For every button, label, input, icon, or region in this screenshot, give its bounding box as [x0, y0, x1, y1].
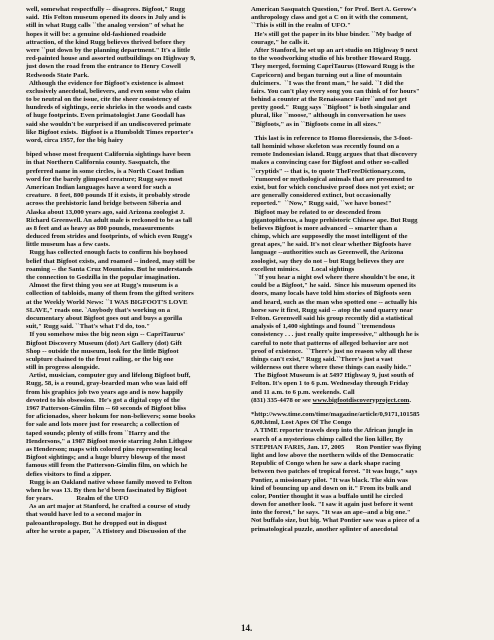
right-column-text-line: reported." ``Now," Rugg said, ``we have bones!" — [251, 200, 392, 208]
right-column-text-line: proof of existence. ``There's just no reason why all these — [251, 347, 413, 355]
right-column-text-line: Felton. It's open 1 to 6 p.m. Wednesday through Friday — [251, 380, 409, 388]
left-column-text-line: well, somewhat respectfully -- disagrees. Bigfoot," Rugg — [26, 6, 185, 13]
right-column-text-line: ``This is still in the realm of UFO." — [251, 22, 351, 30]
left-column-text-line: hopes it will be: a genuine old-fashioned roadside — [26, 30, 167, 38]
left-column-text-line: belief that Bigfoot exists, and roamed -- indeed, may still be — [26, 257, 195, 265]
left-column-text-line: attraction, of the kind Rugg believes thrived before they — [26, 38, 186, 46]
right-column-text-line: pretty good." Rugg says ``Bigfoot" is both singular and — [251, 104, 411, 112]
left-column-text-line: Almost the first thing you see at Rugg's museum is a — [26, 282, 178, 290]
left-column-text-line: taped sounds; plenty of stills from ``Harry and the — [26, 429, 170, 437]
right-column-text-line: color, Pontier thought it was a buffalo until he circled — [251, 492, 403, 500]
right-column-text-line: down for another look. "I saw it again just before it went — [251, 501, 413, 509]
right-column-text-line: language --authorities such as Greenwell, the Arizona — [251, 249, 404, 257]
left-column-text-line: said. His Felton museum opened its doors in July and is — [26, 14, 186, 22]
left-column-text-line: said she wouldn't be surprised if an undiscovered primate — [26, 120, 191, 128]
right-column-text-line: tall hominid whose skeleton was recently found on a — [251, 143, 400, 150]
website-link[interactable]: www.bigfootdiscoveryproject.com — [312, 396, 410, 404]
left-column-text-line: preferred name in some circles, is a North Coast Indian — [26, 167, 184, 175]
left-column-text-line: Shop -- outside the museum, look for the little Bigfoot — [26, 347, 179, 355]
page-number: 14. — [241, 623, 253, 633]
right-column-text-line: courage," he calls it. — [251, 38, 310, 46]
left-column-text-line: devoted to his obsession. He's got a digital copy of the — [26, 396, 180, 404]
left-column-text-line: after he wrote a paper, ``A History and Discussion of the — [26, 527, 187, 535]
right-column-text-line: behind a counter at the Renaissance Faire``and not get — [251, 96, 407, 104]
right-column-text-line: He's still got the paper in its blue binder. ``My badge of — [251, 30, 412, 38]
left-column-text-line: Rugg is an Oakland native whose family moved to Felton — [26, 478, 192, 486]
right-column-text-line: (831) 335-4478 or see www.bigfootdiscoveryproject.com. — [251, 396, 412, 404]
left-column-text-line: As an art major at Stanford, he crafted a course of study — [26, 503, 191, 511]
right-column-text-line: excellent mimics. Local sightings — [251, 265, 355, 273]
left-column-text-line: deduced from strides and footprints, of which even Rugg's — [26, 233, 193, 241]
right-column-text-line: exist, but for which conclusive proof does not yet exist; or — [251, 183, 415, 191]
right-column-text-line: search of a mysterious chimp called the lion killer, By — [251, 435, 403, 443]
right-column-text-line: fairs. You can't play every song you can think of for hours" — [251, 87, 420, 95]
right-column-text-line: ``rumored or mythological animals that are presumed to — [251, 175, 412, 183]
right-column-text-line: *http://www.time.com/time/magazine/article/0,9171,101585 — [251, 411, 420, 418]
left-column-text-line: little museum has a few casts. — [26, 241, 110, 249]
left-column-text-line: were ``put down by the planning department." It's a little — [26, 46, 191, 54]
right-column-text-line: light and low above the northern wilds of the Democratic — [251, 451, 414, 459]
left-column-text-line: Artist, musician, computer guy and lifelong Bigfoot buff, — [26, 372, 191, 380]
right-column-text-line: plural, like ``moose," although in conversation he uses — [251, 112, 406, 120]
left-column-text-line: 1967 Patterson-Gimlin film -- 60 seconds of Bigfoot bliss — [26, 405, 187, 412]
right-column-text-line: Pontier, a missionary pilot. "It was black. The skin was — [251, 476, 408, 484]
left-column-text-line: Bigfoot sightings; and a huge blurry blowup of the most — [26, 454, 186, 462]
right-column-text-line: to the woodworking studio of his brother Howard Rugg. — [251, 55, 412, 63]
left-column-text-line: biped whose most frequent California sightings have been — [26, 151, 191, 159]
right-column-text-line: dulcimers. ``I was the front man," he said. ``I did the — [251, 79, 404, 87]
right-column-text-line: wilderness out there where these things can easily hide." — [251, 364, 412, 372]
left-column-text-line: Redwoods State Park. — [26, 71, 89, 79]
left-column-text-line: exclusively anecdotal, believers, and even some who claim — [26, 87, 191, 95]
right-column-text-line: A TIME reporter travels deep into the African jungle in — [251, 427, 413, 435]
right-column-text-line: gigantopithecus, a huge prehistoric Chinese ape. But Rugg — [251, 216, 418, 224]
left-column-text-line: of huge footprints. Even primatologist Jane Goodall has — [26, 112, 186, 120]
left-column-text-line: still in what Rugg calls ``the analog version" of what he — [26, 22, 184, 30]
right-column-text-line: This last is in reference to Homo floresiensis, the 3-foot- — [251, 134, 413, 142]
right-column-text-line: between two patches of tropical forest. "It was huge," says — [251, 468, 418, 476]
left-column-text-line: collection of tabloids, many of them from the gifted writers — [26, 290, 194, 298]
right-column-text-line: and heard, such as the man who spotted one -- actually his — [251, 298, 418, 306]
left-column-text-line: as 8 feet and as heavy as 800 pounds, measurements — [26, 224, 174, 232]
left-column — [26, 6, 249, 536]
left-column-text-line: Rugg has collected enough facts to confirm his boyhood — [26, 249, 188, 257]
right-column-text-line: could be a Bigfoot," he said. Since his museum opened its — [251, 282, 416, 290]
left-column-text-line: from his graphics job two years ago and is now happily — [26, 388, 184, 396]
left-column-text-line: hundreds of sightings, eerie shrieks in the woods and casts — [26, 104, 192, 112]
left-column-text-line: famous still from the Patterson-Gimlin film, on which he — [26, 462, 188, 470]
right-column-text-line: ``If you hear a night owl where there shouldn't be one, it — [251, 274, 415, 281]
left-column-text-line: word for the barely glimpsed creature; Rugg says most — [26, 175, 183, 183]
right-column-text-line: horse saw it first, Rugg said -- atop the sand quarry near — [251, 306, 413, 314]
right-column-text-line: primatological puzzle, another splinter of anecdotal — [251, 525, 398, 533]
right-column-text-line: anthropology class and got a C on it with the comment, — [251, 14, 408, 22]
left-column-text-line: like Bigfoot exists. Bigfoot is a Humboldt Times reporter's — [26, 128, 194, 136]
right-column-text-line: believes Bigfoot is more advanced -- smarter than a — [251, 224, 398, 232]
website-period: . — [409, 396, 412, 404]
left-column-text-line: American Indian languages have a word for such a — [26, 183, 172, 191]
left-column-text-line: documentary about Bigfoot goes out and buys a gorilla — [26, 314, 183, 322]
left-column-text-line: for aficionados, sheer hokum for non-believers; some books — [26, 413, 196, 421]
right-column-text-line: STEPHAN FARIS, Jan. 17, 2005 Ron Pontier was flying — [251, 443, 422, 451]
left-column-text-line: for years. Realm of the UFO — [26, 495, 129, 503]
left-column-text-line: sculpture chained to the front railing, or the big one — [26, 355, 174, 363]
left-column-text-line: Bigfoot Discovery Museum (dot) Art Gallery (dot) Gift — [26, 339, 182, 347]
right-column-text-line: chimp, which are supposedly the most intelligent of the — [251, 233, 408, 241]
left-column-text-line: still in progress alongside. — [26, 364, 100, 372]
right-column-text-line: things can't exist," Rugg said.``There's just a vast — [251, 355, 393, 363]
right-column-text-line: Capricorn) and began turning out a line of mountain — [251, 71, 402, 79]
left-column-text-line: at the Weekly World News: ``I WAS BIGFOOT'S LOVE — [26, 298, 188, 306]
right-column-text-line: ``Bigfoots," as in ``Bigfoots come in all sizes." — [251, 120, 382, 128]
right-column-text-line: 6,00.html, Lost Apes Of The Congo — [251, 419, 352, 427]
right-column-text-line: ``cryptids" -- that is, to quote TheFreeDictionary.com, — [251, 167, 406, 175]
left-column-text-line: suit," Rugg said. ``That's what I'd do, too." — [26, 323, 150, 331]
right-column-text-line: are generally considered extinct, but occasionally — [251, 192, 391, 200]
left-column-text-line: in that Northern California county. Sasquatch, the — [26, 159, 170, 167]
right-column-text-line: American Sasquatch Question," for Prof. Bert A. Gerow's — [251, 6, 417, 13]
left-column-text-line: paleoanthropology. But he dropped out in disgust — [26, 519, 167, 527]
left-column-text-line: just down the road from the entrance to Henry Cowell — [26, 63, 181, 71]
right-column-text-line: Not buffalo size, but big. What Pontier saw was a piece of a — [251, 517, 420, 525]
right-column-text-line: They merged, forming CapriTaurus (Howard Rugg is the — [251, 63, 415, 71]
right-column-text-line: After Stanford, he set up an art studio on Highway 9 next — [251, 46, 418, 54]
right-column — [251, 6, 474, 534]
left-column-text-line: to be neutral on the issue, cite the sheer consistency of — [26, 96, 180, 104]
left-column-text-line: for sale and lots more just for research; a collection of — [26, 421, 180, 429]
right-column-text-line: analysis of 1,400 sightings and found ``tremendous — [251, 323, 396, 331]
right-column-text-line: consistency . . . just really quite impressive," although he is — [251, 331, 419, 339]
left-column-text-line: Richard Greenwell. An adult male is reckoned to be as tall — [26, 216, 193, 224]
right-column-text-line: Republic of Congo when he saw a dark shape racing — [251, 460, 401, 468]
left-column-text-line: creature. 8 feet, 800 pounds If it exists, it probably strode — [26, 192, 191, 200]
right-column-text-line: Felton. Greenwell said his group recently did a statistical — [251, 314, 413, 322]
right-column-text-line: into the forest," he says. "It was an ape--and a big one." — [251, 509, 411, 517]
left-column-text-line: defies visitors to find a zipper. — [26, 470, 112, 478]
left-column-text-line: Hendersons," a 1987 Bigfoot movie starring John Lithgow — [26, 437, 193, 445]
right-column-text-line: makes a convincing case for Bigfoot and other so-called — [251, 159, 409, 167]
left-column-text-line: that would have led to a second major in — [26, 511, 142, 519]
right-column-text-line: doors, many locals have told him stories of Bigfoots seen — [251, 290, 412, 298]
right-column-text-line: The Bigfoot Museum is at 5497 Highway 9, just south of — [251, 372, 414, 380]
left-column-text-line: SLAVE," reads one. `Anybody that's working on a — [26, 306, 171, 314]
left-column-text-line: roaming -- the Santa Cruz Mountains. But he understands — [26, 265, 193, 273]
left-column-text-line: red-painted house and assorted outbuildings on Highway 9, — [26, 55, 196, 63]
left-column-text-line: word, circa 1957, for the big hairy — [26, 137, 124, 144]
left-column-text-line: Rugg, 58, is a round, gray-bearded man who was laid off — [26, 380, 188, 388]
right-column-text-line: great apes," he said. It's not clear whether Bigfoots have — [251, 241, 412, 249]
right-column-text-line: zoologist, say they do not – but Rugg believes they are — [251, 257, 405, 265]
right-column-text-line: and 11 a.m. to 6 p.m. weekends. Call — [251, 388, 355, 396]
left-column-text-line: Although the evidence for Bigfoot's existence is almost — [26, 79, 184, 87]
left-column-text-line: Alaska about 13,000 years ago, said Arizona zoologist J. — [26, 208, 185, 216]
left-column-text-line: If you somehow miss the big neon sign -- CapriTaurus' — [26, 331, 185, 339]
right-column-text-line: careful to note that patterns of alleged behavior are not — [251, 339, 409, 347]
right-column-text-line: remote Indonesian island. Rugg argues that that discovery — [251, 151, 418, 159]
left-column-text-line: across the prehistoric land bridge between Siberia and — [26, 200, 182, 208]
left-column-text-line: when he was 13. By then he'd been fascinated by Bigfoot — [26, 486, 187, 494]
right-column-text-line: kind of bouncing up and down on it." From its bulk and — [251, 484, 412, 492]
left-column-text-line: as Henderson; maps with colored pins representing local — [26, 445, 188, 453]
left-column-text-line: the connection to Godzilla in the popular imagination. — [26, 274, 181, 281]
right-column-text-line: Bigfoot may be related to or descended from — [251, 208, 381, 216]
